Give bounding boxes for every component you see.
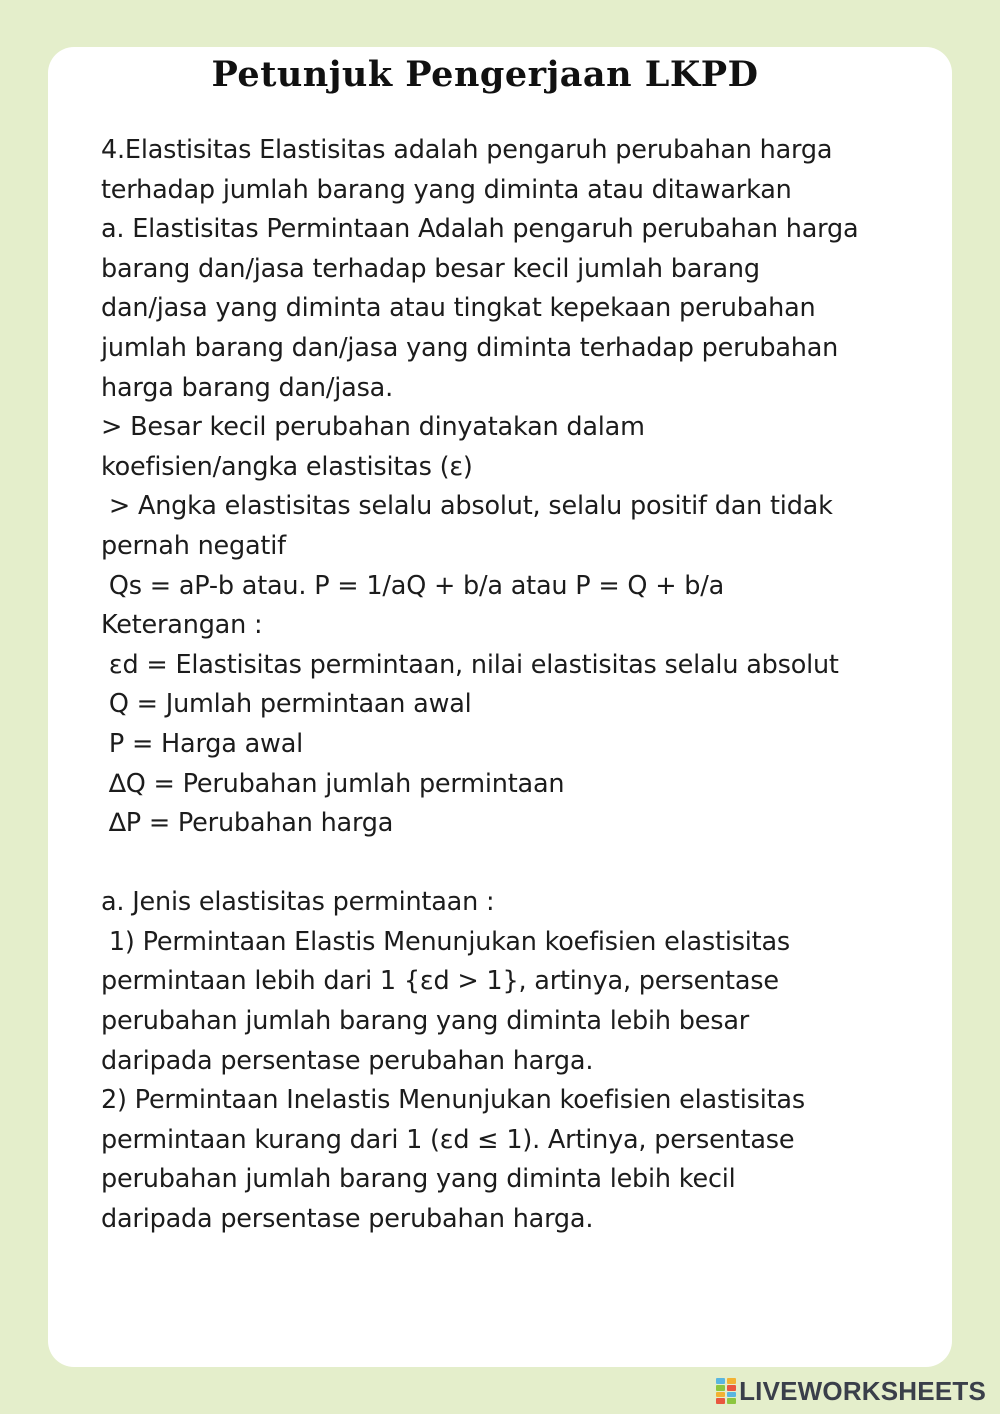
legend-line: Q = Jumlah permintaan awal: [101, 689, 472, 720]
body-line: 1) Permintaan Elastis Menunjukan koefisien elastisitas: [101, 926, 790, 957]
body-line: daripada persentase perubahan harga.: [101, 1045, 594, 1076]
body-line: perubahan jumlah barang yang diminta lebih besar: [101, 1006, 750, 1037]
legend-line: ∆P = Perubahan harga: [101, 808, 394, 839]
body-line: 4.Elastisitas Elastisitas adalah pengaruh perubahan harga: [101, 135, 833, 165]
liveworksheets-brand: [716, 1374, 986, 1408]
body-line: koefisien/angka elastisitas (ε): [101, 451, 473, 482]
worksheet-body: [101, 131, 981, 1240]
page-title: Petunjuk Pengerjaan LKPD: [211, 54, 759, 95]
body-line: perubahan jumlah barang yang diminta lebih kecil: [101, 1164, 736, 1195]
body-line: daripada persentase perubahan harga.: [101, 1204, 594, 1235]
body-line: terhadap jumlah barang yang diminta atau ditawarkan: [101, 174, 792, 205]
body-line: pernah negatif: [101, 530, 286, 561]
body-line: Keterangan :: [101, 610, 263, 641]
liveworksheets-logo-icon: [716, 1378, 736, 1404]
legend-line: P = Harga awal: [101, 728, 304, 759]
body-line: harga barang dan/jasa.: [101, 372, 394, 403]
body-line: permintaan kurang dari 1 (εd ≤ 1). Artinya, persentase: [101, 1124, 795, 1155]
body-line: a. Jenis elastisitas permintaan :: [101, 887, 495, 918]
body-line: 2) Permintaan Inelastis Menunjukan koefisien elastisitas: [101, 1085, 805, 1116]
brand-name: LIVEWORKSHEETS: [739, 1375, 986, 1406]
body-line: barang dan/jasa terhadap besar kecil jumlah barang: [101, 253, 760, 284]
body-line: jumlah barang dan/jasa yang diminta terhadap perubahan: [101, 332, 839, 363]
blank-line: [101, 844, 981, 884]
body-line: a. Elastisitas Permintaan Adalah pengaruh perubahan harga: [101, 214, 859, 245]
legend-line: εd = Elastisitas permintaan, nilai elastisitas selalu absolut: [101, 649, 839, 680]
body-line: permintaan lebih dari 1 {εd > 1}, artinya, persentase: [101, 966, 779, 997]
formula-line: Qs = aP-b atau. P = 1/aQ + b/a atau P = Q + b/a: [101, 570, 725, 601]
body-line: > Besar kecil perubahan dinyatakan dalam: [101, 412, 645, 443]
body-line: > Angka elastisitas selalu absolut, selalu positif dan tidak: [101, 491, 833, 522]
body-line: dan/jasa yang diminta atau tingkat kepekaan perubahan: [101, 293, 816, 324]
legend-line: ∆Q = Perubahan jumlah permintaan: [101, 768, 565, 799]
